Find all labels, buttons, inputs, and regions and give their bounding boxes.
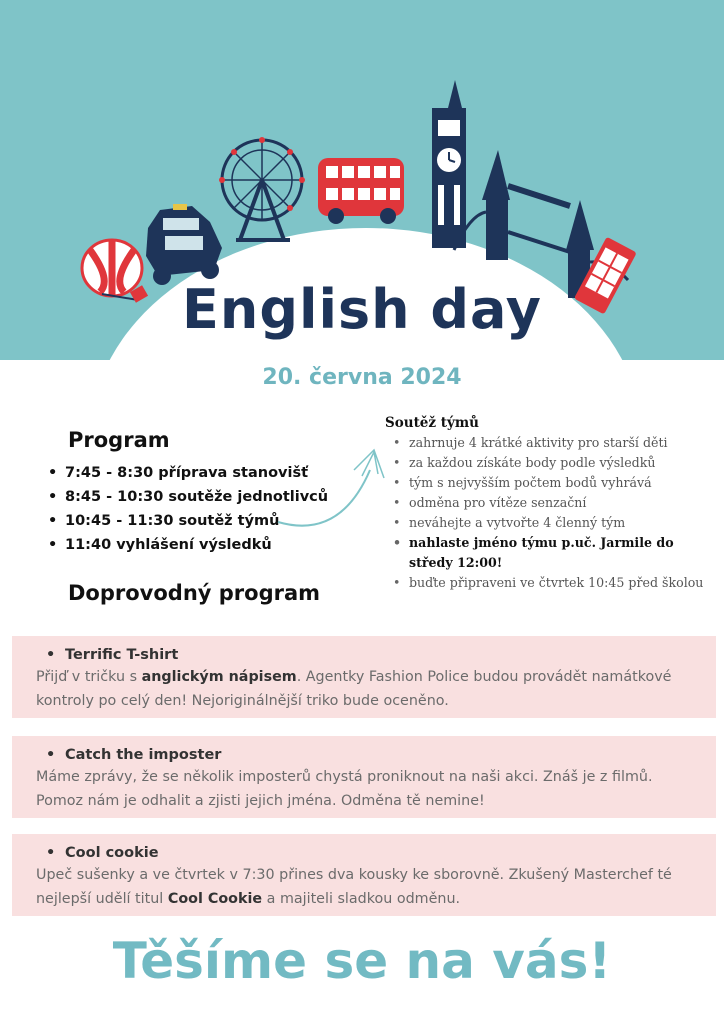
- team-competition: [385, 415, 705, 593]
- activity-title: • Cool cookie: [36, 843, 692, 863]
- double-decker-bus-icon: [318, 158, 404, 224]
- activity-text: Upeč sušenky a ve čtvrtek v 7:30 přines dva kousky ke sborovně. Zkušený Masterchef té nejlepší udělí titul Cool Cookie a majiteli sladkou odměnu.: [36, 867, 672, 907]
- team-item: • neváhejte a vytvořte 4 členný tým: [385, 513, 705, 533]
- program-item: • 10:45 - 11:30 soutěž týmů: [48, 509, 328, 533]
- team-item: • odměna pro vítěze senzační: [385, 493, 705, 513]
- activity-box-cookie: [12, 834, 716, 916]
- team-item: • zahrnuje 4 krátké aktivity pro starší děti: [385, 433, 705, 453]
- program-item: • 7:45 - 8:30 příprava stanovišť: [48, 461, 328, 485]
- activity-title: • Terrific T-shirt: [36, 645, 692, 665]
- program-item: • 11:40 vyhlášení výsledků: [48, 533, 328, 557]
- london-taxi-icon: [146, 204, 222, 285]
- ferris-wheel-icon: [219, 137, 305, 240]
- program-heading: Program: [68, 428, 170, 452]
- accompanying-heading: Doprovodný program: [68, 581, 321, 605]
- team-item: • buďte připraveni ve čtvrtek 10:45 před školou: [385, 573, 705, 593]
- activity-text: Máme zprávy, že se několik imposterů chystá proniknout na naši akci. Znáš je z filmů. Pomoz nám je odhalit a zjisti jejich jména. Odměna tě nemine!: [36, 769, 653, 809]
- team-competition-title: Soutěž týmů: [385, 415, 479, 431]
- page-title: English day: [181, 278, 543, 341]
- team-item: • tým s nejvyšším počtem bodů vyhrává: [385, 473, 705, 493]
- program-item: • 8:45 - 10:30 soutěže jednotlivců: [48, 485, 328, 509]
- team-item: • za každou získáte body podle výsledků: [385, 453, 705, 473]
- event-date: 20. června 2024: [262, 365, 462, 390]
- activity-box-tshirt: [12, 636, 716, 718]
- team-item: • nahlaste jméno týmu p.uč. Jarmile do středy 12:00!: [385, 533, 705, 573]
- activity-box-imposter: [12, 736, 716, 818]
- activity-title: • Catch the imposter: [36, 745, 692, 765]
- team-competition-list: [385, 433, 705, 593]
- big-ben-icon: [432, 80, 466, 248]
- activity-text: Přijď v tričku s anglickým nápisem. Agentky Fashion Police budou provádět namátkové kontroly po celý den! Nejoriginálnější triko bude oceněno.: [36, 669, 672, 709]
- footer-greeting: Těšíme se na vás!: [112, 932, 612, 990]
